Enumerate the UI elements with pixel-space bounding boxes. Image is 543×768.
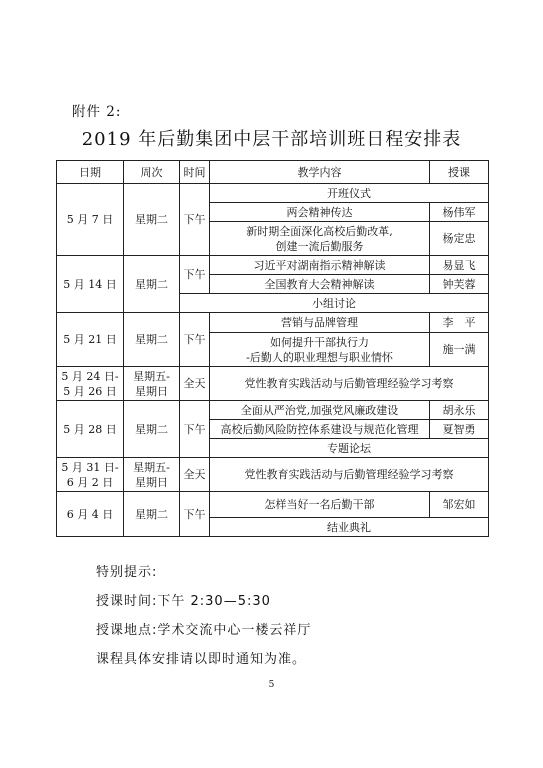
date-cell: 5 月 14 日 <box>57 256 124 313</box>
time-cell: 下午 <box>180 401 210 458</box>
time-cell: 下午 <box>180 256 210 294</box>
time-cell: 全天 <box>180 367 210 401</box>
table-row <box>57 184 489 203</box>
content-cell: 两会精神传达 <box>210 203 430 222</box>
teacher-cell: 钟芙蓉 <box>430 275 489 294</box>
time-cell: 下午 <box>180 184 210 256</box>
content-cell: 新时期全面深化高校后勤改革, 创建一流后勤服务 <box>210 222 430 256</box>
weekday-cell: 星期五- 星期日 <box>124 458 180 492</box>
notes-time: 授课时间:下午 2:30—5:30 <box>96 594 271 609</box>
teacher-cell: 易显飞 <box>430 256 489 275</box>
date-cell: 5 月 21 日 <box>57 313 124 367</box>
attachment-label: 附件 2: <box>72 104 122 120</box>
header-content: 教学内容 <box>210 161 430 184</box>
teacher-cell: 杨伟军 <box>430 203 489 222</box>
header-teacher: 授课 <box>430 161 489 184</box>
table-row <box>57 256 489 275</box>
notes-final: 课程具体安排请以即时通知为准。 <box>96 652 307 667</box>
table-row <box>57 313 489 333</box>
date-cell: 5 月 31 日- 6 月 2 日 <box>57 458 124 492</box>
content-cell: 营销与品牌管理 <box>210 313 430 333</box>
weekday-cell: 星期五- 星期日 <box>124 367 180 401</box>
header-weekday: 周次 <box>124 161 180 184</box>
content-cell: 党性教育实践活动与后勤管理经验学习考察 <box>210 367 489 401</box>
time-cell: 全天 <box>180 458 210 492</box>
notes-place: 授课地点:学术交流中心一楼云祥厅 <box>96 623 312 638</box>
content-cell: 结业典礼 <box>210 518 489 537</box>
content-cell: 专题论坛 <box>210 439 489 458</box>
header-date: 日期 <box>57 161 124 184</box>
date-cell: 5 月 24 日- 5 月 26 日 <box>57 367 124 401</box>
teacher-cell: 邹宏如 <box>430 492 489 518</box>
page-number: 5 <box>268 680 275 690</box>
content-cell: 全面从严治党,加强党风廉政建设 <box>210 401 430 420</box>
table-row <box>57 458 489 492</box>
table-header-row <box>57 161 489 184</box>
date-cell: 5 月 28 日 <box>57 401 124 458</box>
table-row <box>57 401 489 420</box>
table-row <box>57 492 489 518</box>
content-cell: 高校后勤风险防控体系建设与规范化管理 <box>210 420 430 439</box>
time-cell: 下午 <box>180 313 210 367</box>
teacher-cell: 夏智勇 <box>430 420 489 439</box>
time-cell: 下午 <box>180 492 210 537</box>
notes-heading: 特别提示: <box>96 565 158 580</box>
page-title: 2019 年后勤集团中层干部培训班日程安排表 <box>81 129 462 150</box>
weekday-cell: 星期二 <box>124 256 180 313</box>
teacher-cell: 杨定忠 <box>430 222 489 256</box>
teacher-cell: 施一满 <box>430 333 489 367</box>
content-cell: 如何提升干部执行力 -后勤人的职业理想与职业情怀 <box>210 333 430 367</box>
content-cell: 怎样当好一名后勤干部 <box>210 492 430 518</box>
content-cell: 习近平对湖南指示精神解读 <box>210 256 430 275</box>
teacher-cell: 胡永乐 <box>430 401 489 420</box>
content-cell: 小组讨论 <box>180 294 489 313</box>
weekday-cell: 星期二 <box>124 401 180 458</box>
weekday-cell: 星期二 <box>124 313 180 367</box>
special-notes <box>96 558 311 674</box>
schedule-table <box>56 160 489 537</box>
content-cell: 全国教育大会精神解读 <box>210 275 430 294</box>
header-time: 时间 <box>180 161 210 184</box>
content-cell: 开班仪式 <box>210 184 489 203</box>
weekday-cell: 星期二 <box>124 184 180 256</box>
teacher-cell: 李 平 <box>430 313 489 333</box>
date-cell: 6 月 4 日 <box>57 492 124 537</box>
date-cell: 5 月 7 日 <box>57 184 124 256</box>
content-cell: 党性教育实践活动与后勤管理经验学习考察 <box>210 458 489 492</box>
table-row <box>57 367 489 401</box>
weekday-cell: 星期二 <box>124 492 180 537</box>
